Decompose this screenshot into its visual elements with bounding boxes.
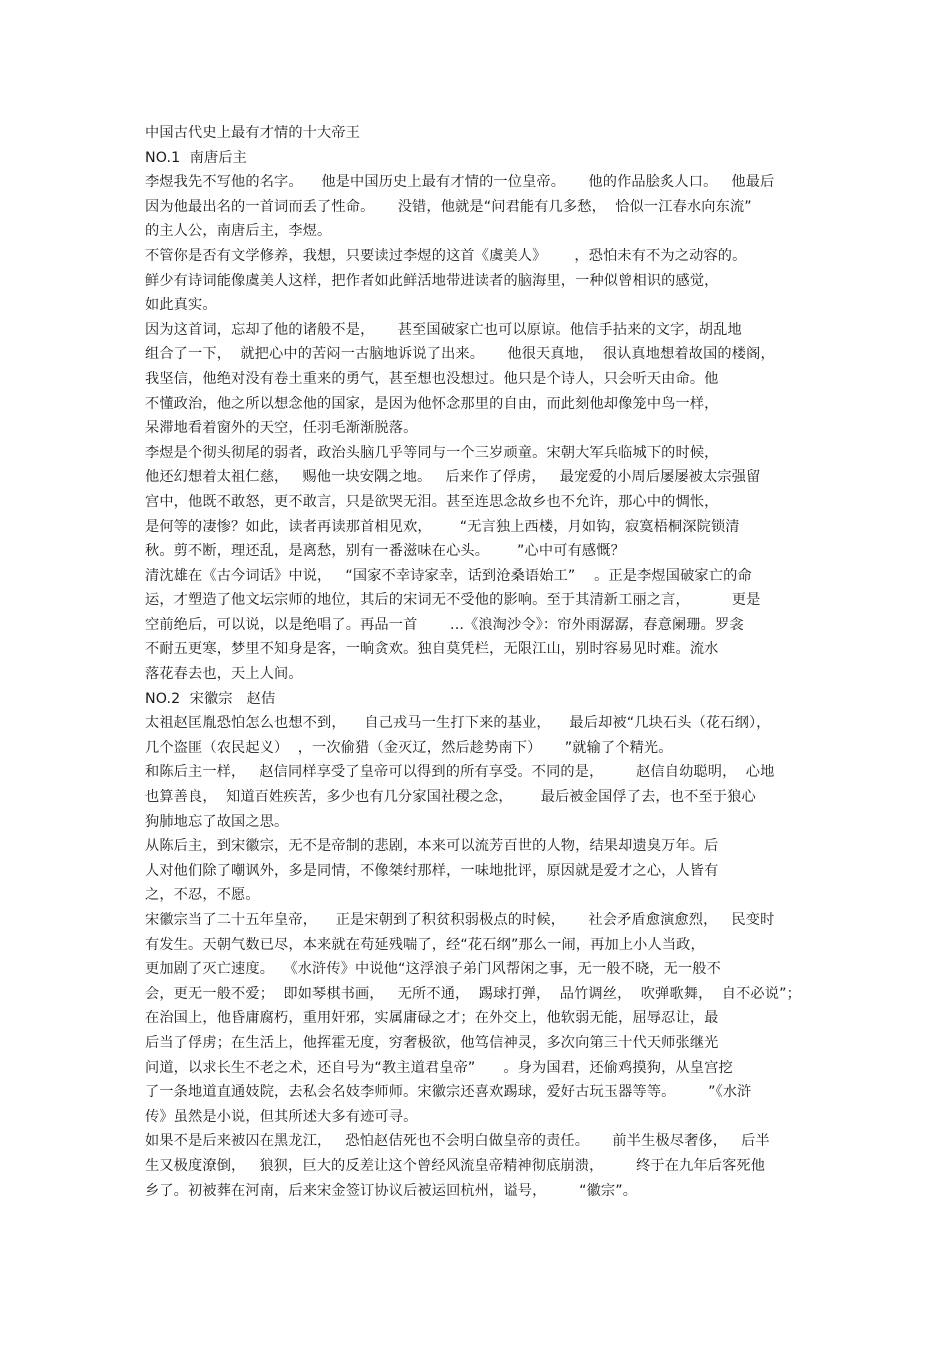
text-line: 不懂政治，他之所以想念他的国家，是因为他怀念那里的自由，而此刻他却像笼中鸟一样， <box>145 395 719 412</box>
text-line: 会，更无一般不爱； 即如琴棋书画， 无所不通， 踢球打弹， 品竹调丝， 吹弹歌舞， 自不必说”； <box>145 985 801 1002</box>
text-line: 空前绝后，可以说，以是绝唱了。再品一首 ...《浪淘沙令》：帘外雨潺潺，春意阑珊。罗衾 <box>145 616 744 633</box>
text-line: 我坚信，他绝对没有卷土重来的勇气，甚至想也没想过。他只是个诗人，只会听天由命。他 <box>145 370 719 387</box>
text-line: 因为他最出名的一首词而丢了性命。 没错，他就是“问君能有几多愁， 恰似一江春水向东流” <box>145 198 752 215</box>
text-line: 人对他们除了嘲讽外，多是同情，不像桀纣那样，一味地批评，原因就是爱才之心，人皆有 <box>145 862 719 879</box>
text-line: 几个盗匪（农民起义） ，一次偷猎（金灭辽，然后趁势南下） ”就输了个精光。 <box>145 739 673 756</box>
text-line: 秋。剪不断，理还乱，是离愁，别有一番滋味在心头。 ”心中可有感慨？ <box>145 543 625 560</box>
text-line: 鲜少有诗词能像虞美人这样，把作者如此鲜活地带进读者的脑海里，一种似曾相识的感觉， <box>145 272 719 289</box>
text-line: 是何等的凄惨？如此，读者再读那首相见欢， “无言独上西楼，月如钩，寂寞梧桐深院锁清 <box>145 518 740 535</box>
text-line: 如此真实。 <box>145 297 217 314</box>
text-line: 问道，以求长生不老之术，还自号为“教主道君皇帝” 。身为国君，还偷鸡摸狗，从皇宫挖 <box>145 1059 733 1076</box>
text-line: 宫中，他既不敢怒，更不敢言，只是欲哭无泪。甚至连思念故乡也不允许，那心中的惆怅， <box>145 493 719 510</box>
text-line: 不管你是否有文学修养，我想，只要读过李煜的这首《虞美人》 ，恐怕未有不为之动容的。 <box>145 247 747 264</box>
text-line: 之，不忍，不愿。 <box>145 887 260 904</box>
text-lines <box>145 146 815 1204</box>
text-line: 了一条地道直通妓院，去私会名妓李师师。宋徽宗还喜欢踢球，爱好古玩玉器等等。 ”《水浒 <box>145 1084 752 1101</box>
text-line: 因为这首词，忘却了他的诸般不是， 甚至国破家亡也可以原谅。他信手拈来的文字，胡乱地 <box>145 321 742 338</box>
document-title: 中国古代史上最有才情的十大帝王 <box>145 125 361 141</box>
text-line: 李煜我先不写他的名字。 他是中国历史上最有才情的一位皇帝。 他的作品脍炙人口。 他最后 <box>145 174 775 191</box>
text-line: 他还幻想着太祖仁慈， 赐他一块安隅之地。 后来作了俘虏， 最宠爱的小周后屡屡被太宗强留 <box>145 469 761 486</box>
text-line: 有发生。天朝气数已尽，本来就在苟延残喘了，经“花石纲”那么一闹，再加上小人当政， <box>145 936 705 953</box>
text-line: 从陈后主，到宋徽宗，无不是帝制的悲剧，本来可以流芳百世的人物，结果却遗臭万年。后 <box>145 838 719 855</box>
text-line: 太祖赵匡胤恐怕怎么也想不到， 自己戎马一生打下来的基业， 最后却被“几块石头（花石纲）， <box>145 715 771 732</box>
text-line: 宋徽宗当了二十五年皇帝， 正是宋朝到了积贫积弱极点的时候， 社会矛盾愈演愈烈， 民变时 <box>145 912 775 928</box>
text-line: 狗肺地忘了故国之思。 <box>145 813 289 830</box>
document-body <box>145 121 815 1203</box>
text-line: 后当了俘虏；在生活上，他挥霍无度，穷奢极欲，他笃信神灵，多次向第三十代天师张继光 <box>145 1034 719 1051</box>
text-line: 落花春去也，天上人间。 <box>145 666 303 683</box>
text-line: 乡了。初被葬在河南，后来宋金签订协议后被运回杭州，谥号， “徽宗”。 <box>145 1182 638 1199</box>
text-line: 呆滞地看着窗外的天空，任羽毛渐渐脱落。 <box>145 420 418 437</box>
text-line: 在治国上，他昏庸腐朽，重用奸邪，实属庸碌之才；在外交上，他软弱无能，屈辱忍让，最 <box>145 1010 719 1027</box>
text-line: 李煜是个彻头彻尾的弱者，政治头脑几乎等同与一个三岁顽童。宋朝大军兵临城下的时候， <box>145 444 719 461</box>
text-line: NO.1 南唐后主 <box>145 149 248 166</box>
text-line: 不耐五更寒，梦里不知身是客，一晌贪欢。独自莫凭栏，无限江山，别时容易见时难。流水 <box>145 641 719 658</box>
text-line: 运，才塑造了他文坛宗师的地位，其后的宋词无不受他的影响。至于其清新工丽之言， 更是 <box>145 592 761 609</box>
text-line: 生又极度潦倒， 狼狈，巨大的反差让这个曾经风流皇帝精神彻底崩溃， 终于在九年后客死他 <box>145 1157 766 1174</box>
text-line: 也算善良， 知道百姓疾苦，多少也有几分家国社稷之念， 最后被金国俘了去，也不至于狼心 <box>145 789 756 806</box>
text-line: 和陈后主一样， 赵信同样享受了皇帝可以得到的所有享受。不同的是， 赵信自幼聪明， 心地 <box>145 764 775 781</box>
text-line: NO.2 宋徽宗 赵佶 <box>145 690 276 707</box>
text-line: 传》虽然是小说，但其所述大多有迹可寻。 <box>145 1108 418 1125</box>
text-line: 清沈雄在《古今词话》中说， “国家不幸诗家幸，话到沧桑语始工” 。正是李煜国破家亡的命 <box>145 567 752 584</box>
text-line: 的主人公，南唐后主，李煜。 <box>145 223 332 240</box>
text-line: 如果不是后来被囚在黑龙江， 恐怕赵佶死也不会明白做皇帝的责任。 前半生极尽奢侈， 后半 <box>145 1133 770 1150</box>
text-line: 组合了一下， 就把心中的苦闷一古脑地诉说了出来。 他很天真地， 很认真地想着故国的楼阁， <box>145 346 775 363</box>
text-line: 更加剧了灭亡速度。 《水浒传》中说他“这浮浪子弟门风帮闲之事，无一般不晓，无一般不 <box>145 961 721 978</box>
